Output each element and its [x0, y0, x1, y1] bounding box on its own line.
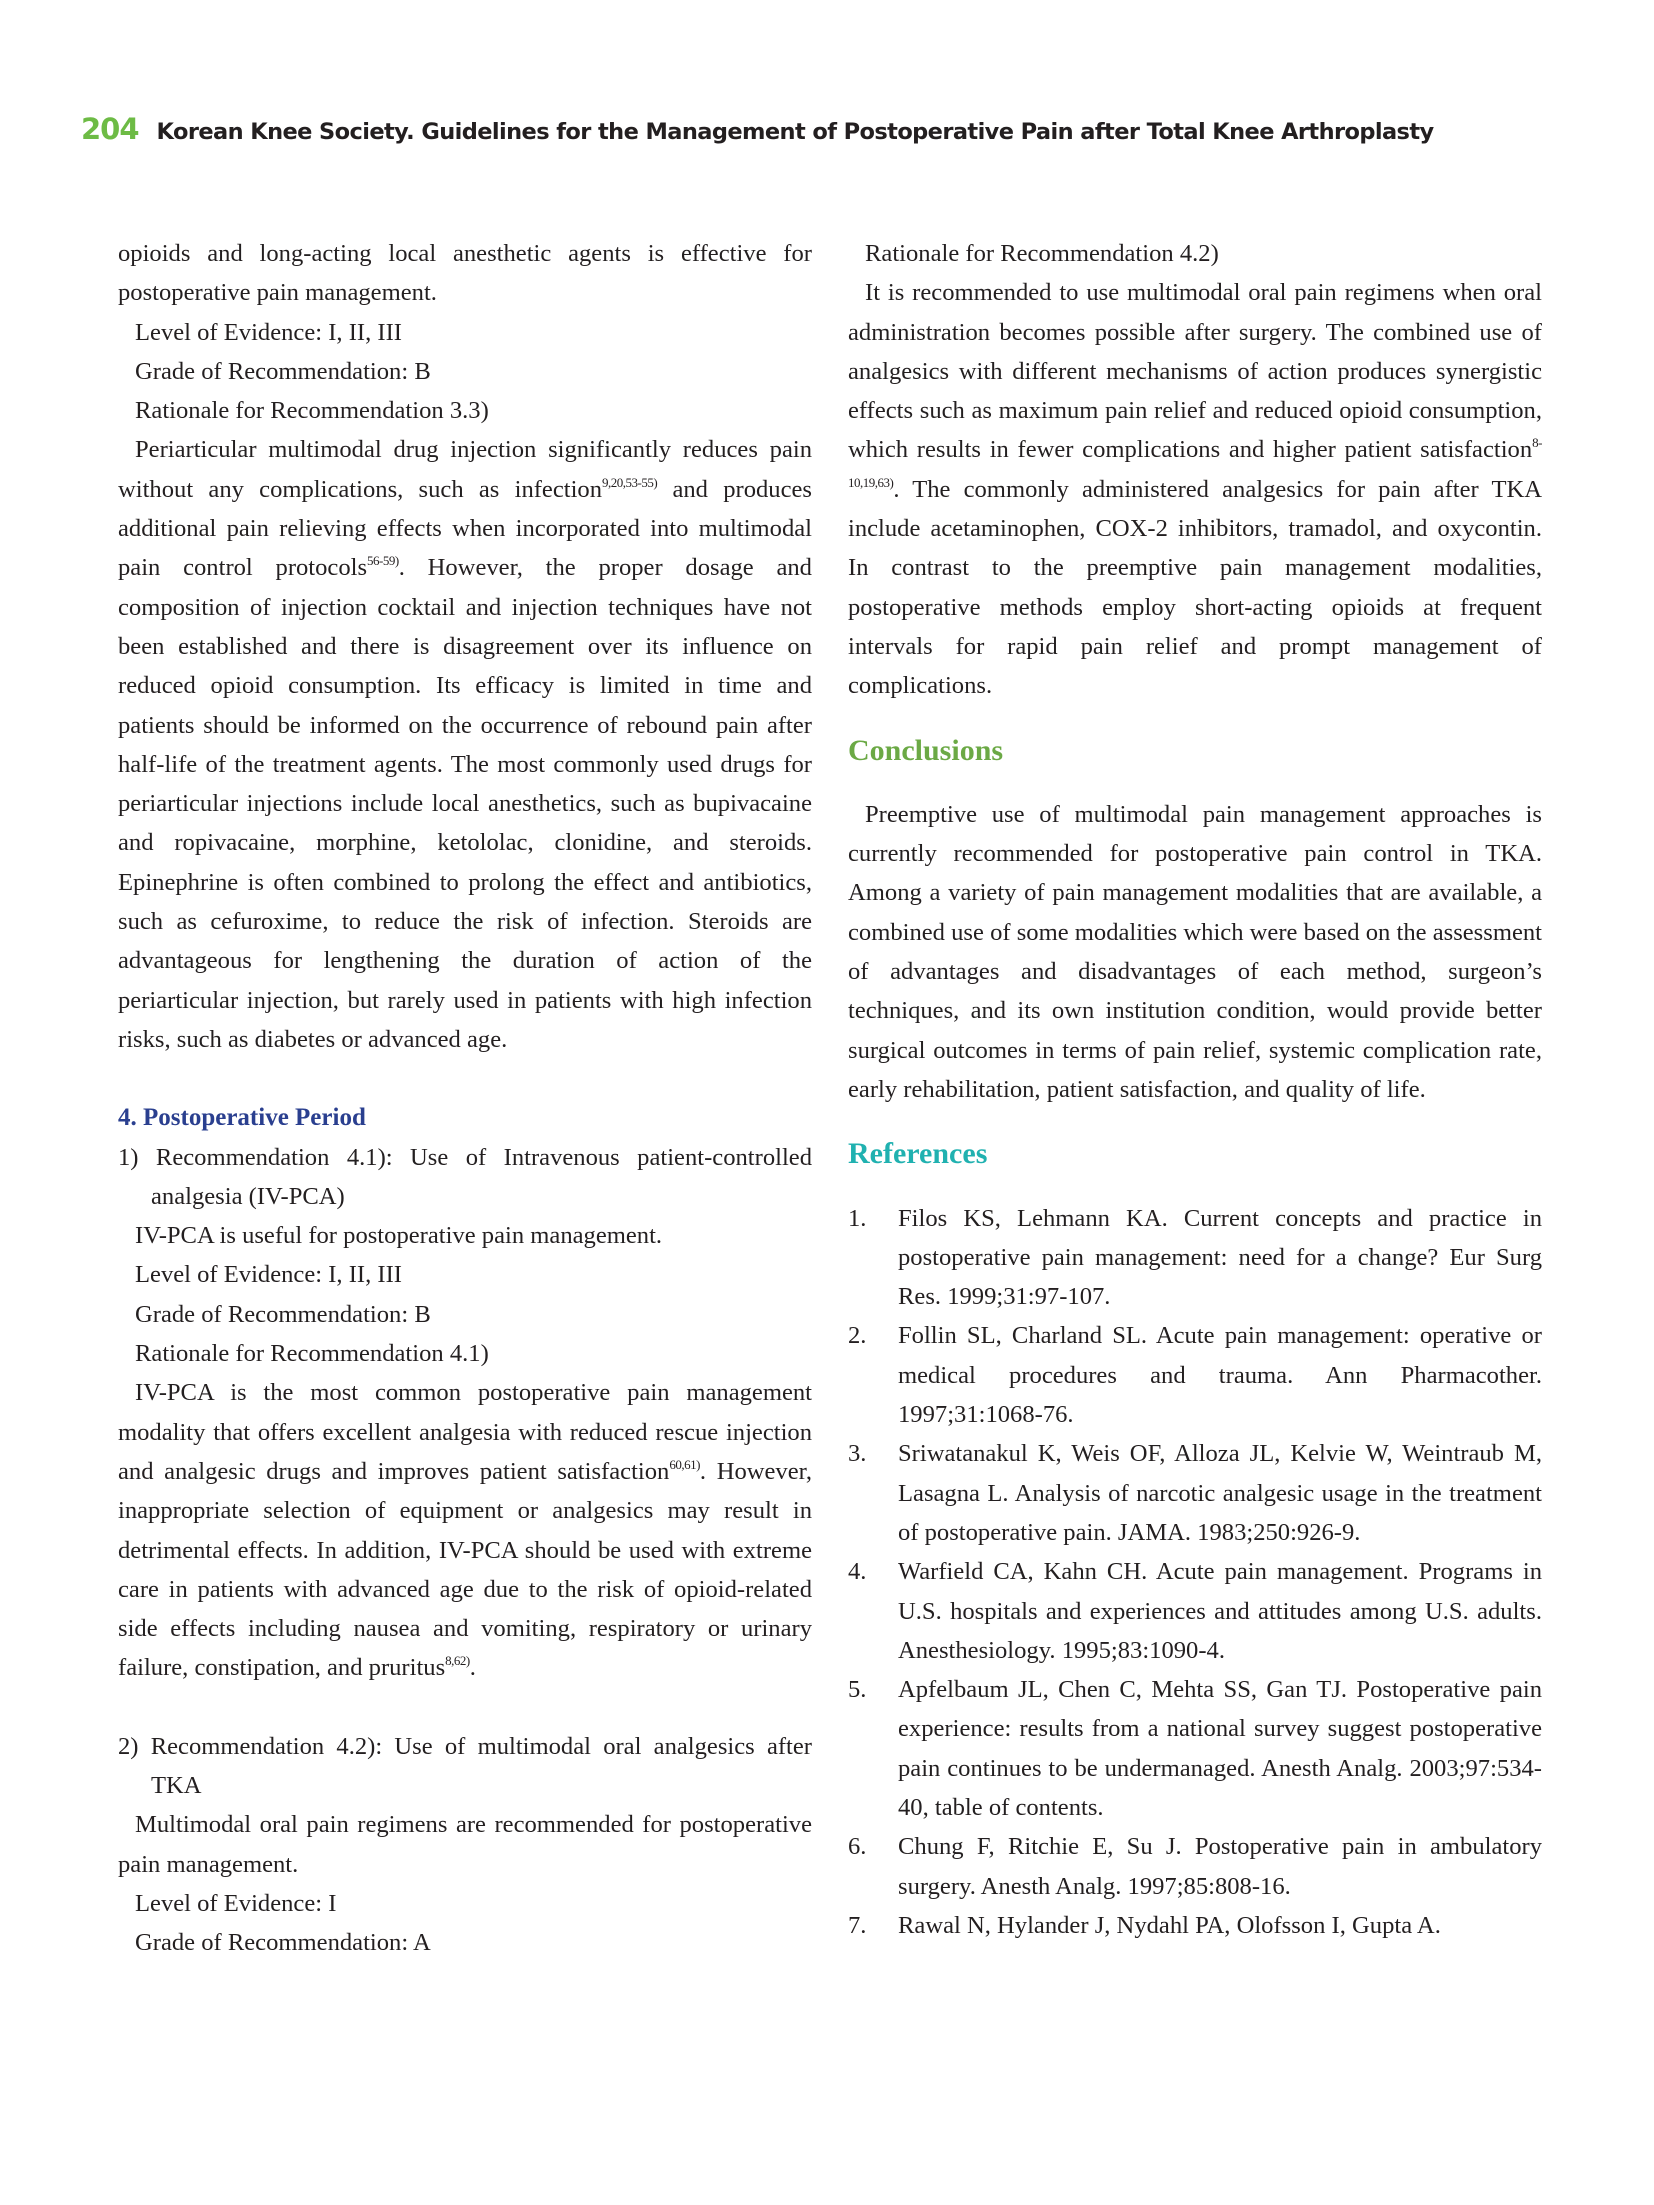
recommendation-statement: Multimodal oral pain regimens are recommended for postoperative pain management.	[118, 1811, 812, 1878]
text: It is recommended to use multimodal oral pain regimens when oral administration becomes possible after surgery. The combined use of analgesics with different mechanisms of action produces synergistic effects such as maximum pain relief and reduced opioid consumption, which results in fewer complications and higher patient satisfaction	[848, 279, 1542, 464]
reference-item	[848, 1906, 1542, 1945]
citation: 8,62)	[445, 1653, 470, 1669]
paragraph-periarticular	[118, 430, 812, 1059]
text: IV-PCA is the most common postoperative pain management modality that offers excellent analgesia with reduced rescue injection and analgesic drugs and improves patient satisfaction	[118, 1379, 812, 1485]
citation: 9,20,53-55)	[602, 474, 658, 490]
reference-number: 1.	[848, 1204, 867, 1232]
level-of-evidence: Level of Evidence: I, II, III	[135, 318, 402, 346]
references-heading: References	[848, 1137, 988, 1171]
reference-number: 2.	[848, 1322, 867, 1350]
grade-of-recommendation: Grade of Recommendation: B	[135, 1300, 431, 1328]
conclusions-text: Preemptive use of multimodal pain management approaches is currently recommended for postoperative pain control in TKA. Among a variety of pain management modalities that are available, a combined use of some modalities which were based on the assessment of advantages and disadvantages of each method, surgeon’s techniques, and its own institution condition, would provide better surgical outcomes in terms of pain relief, systemic complication rate, early rehabilitation, patient satisfaction, and quality of life.	[848, 800, 1542, 1103]
page-header	[81, 112, 1434, 146]
citation: 56-59)	[367, 553, 399, 569]
running-title: Korean Knee Society. Guidelines for the Management of Postoperative Pain after Total Knee Arthroplasty	[156, 119, 1434, 145]
reference-text: Rawal N, Hylander J, Nydahl PA, Olofsson I, Gupta A.	[898, 1911, 1441, 1939]
rationale-label: Rationale for Recommendation 4.1)	[135, 1340, 489, 1368]
reference-text: Sriwatanakul K, Weis OF, Alloza JL, Kelvie W, Weintraub M, Lasagna L. Analysis of narcotic analgesic usage in the treatment of postoperative pain. JAMA. 1983;250:926-9.	[898, 1440, 1542, 1546]
rationale-label: Rationale for Recommendation 4.2)	[865, 240, 1219, 267]
reference-item	[848, 1316, 1542, 1434]
reference-text: Warfield CA, Kahn CH. Acute pain management. Programs in U.S. hospitals and experiences and attitudes among U.S. adults. Anesthesiology. 1995;83:1090-4.	[898, 1558, 1542, 1664]
reference-number: 5.	[848, 1676, 867, 1704]
paragraph-oral-regimens	[848, 273, 1542, 705]
level-of-evidence: Level of Evidence: I, II, III	[135, 1261, 402, 1289]
recommendation-title: 2) Recommendation 4.2): Use of multimodal oral analgesics after TKA	[118, 1732, 812, 1799]
level-of-evidence: Level of Evidence: I	[135, 1889, 337, 1917]
page-number: 204	[81, 112, 139, 146]
reference-item	[848, 1199, 1542, 1317]
recommendation-title: 1) Recommendation 4.1): Use of Intravenous patient-controlled analgesia (IV-PCA)	[118, 1143, 812, 1210]
text: . However, inappropriate selection of equipment or analgesics may result in detrimental effects. In addition, IV-PCA should be used with extreme care in patients with advanced age due to the risk of opioid-related side effects including nausea and vomiting, respiratory or urinary failure, constipation, and pruritus	[118, 1457, 812, 1682]
reference-item	[848, 1827, 1542, 1906]
recommendation-statement: IV-PCA is useful for postoperative pain management.	[135, 1222, 663, 1250]
reference-list	[848, 1199, 1542, 1946]
paragraph-ivpca	[118, 1373, 812, 1687]
reference-text: Chung F, Ritchie E, Su J. Postoperative pain in ambulatory surgery. Anesth Analg. 1997;85:808-16.	[898, 1833, 1542, 1900]
text: .	[469, 1654, 476, 1682]
left-column	[118, 234, 812, 1962]
paragraph: opioids and long-acting local anesthetic agents is effective for postoperative pain management.	[118, 240, 812, 307]
text: . The commonly administered analgesics for pain after TKA include acetaminophen, COX-2 inhibitors, tramadol, and oxycontin. In contrast to the preemptive pain management modalities, postoperative methods employ short-acting opioids at frequent intervals for rapid pain relief and prompt management of complications.	[848, 475, 1542, 700]
reference-item	[848, 1552, 1542, 1670]
text: . However, the proper dosage and composition of injection cocktail and injection techniques have not been established and there is disagreement over its influence on reduced opioid consumption. Its efficacy is limited in time and patients should be informed on the occurrence of rebound pain after half-life of the treatment agents. The most commonly used drugs for periarticular injections include local anesthetics, such as bupivacaine and ropivacaine, morphine, ketololac, clonidine, and steroids. Epinephrine is often combined to prolong the effect and antibiotics, such as cefuroxime, to reduce the risk of infection. Steroids are advantageous for lengthening the duration of action of the periarticular injection, but rarely used in patients with high infection risks, such as diabetes or advanced age.	[118, 554, 812, 1053]
citation: 60,61)	[669, 1456, 700, 1472]
rationale-label: Rationale for Recommendation 3.3)	[135, 397, 489, 425]
reference-number: 3.	[848, 1440, 867, 1468]
reference-item	[848, 1670, 1542, 1827]
reference-number: 7.	[848, 1911, 867, 1939]
reference-number: 6.	[848, 1833, 867, 1861]
reference-number: 4.	[848, 1558, 867, 1586]
section-heading: 4. Postoperative Period	[118, 1104, 366, 1132]
grade-of-recommendation: Grade of Recommendation: B	[135, 357, 431, 385]
citation: 8-10,19,63)	[848, 435, 1542, 490]
reference-text: Filos KS, Lehmann KA. Current concepts and practice in postoperative pain management: need for a change? Eur Surg Res. 1999;31:97-107.	[898, 1204, 1542, 1311]
reference-item	[848, 1434, 1542, 1552]
text: Periarticular multimodal drug injection significantly reduces pain without any complications, such as infection	[118, 436, 812, 503]
reference-text: Apfelbaum JL, Chen C, Mehta SS, Gan TJ. Postoperative pain experience: results from a national survey suggest postoperative pain continues to be undermanaged. Anesth Analg. 2003;97:534-40, table of contents.	[898, 1676, 1542, 1821]
text: and produces additional pain relieving effects when incorporated into multimodal pain control protocols	[118, 475, 812, 582]
conclusions-heading: Conclusions	[848, 733, 1004, 767]
grade-of-recommendation: Grade of Recommendation: A	[135, 1929, 431, 1957]
right-column	[848, 234, 1542, 1945]
reference-text: Follin SL, Charland SL. Acute pain management: operative or medical procedures and trauma. Ann Pharmacother. 1997;31:1068-76.	[898, 1322, 1542, 1429]
